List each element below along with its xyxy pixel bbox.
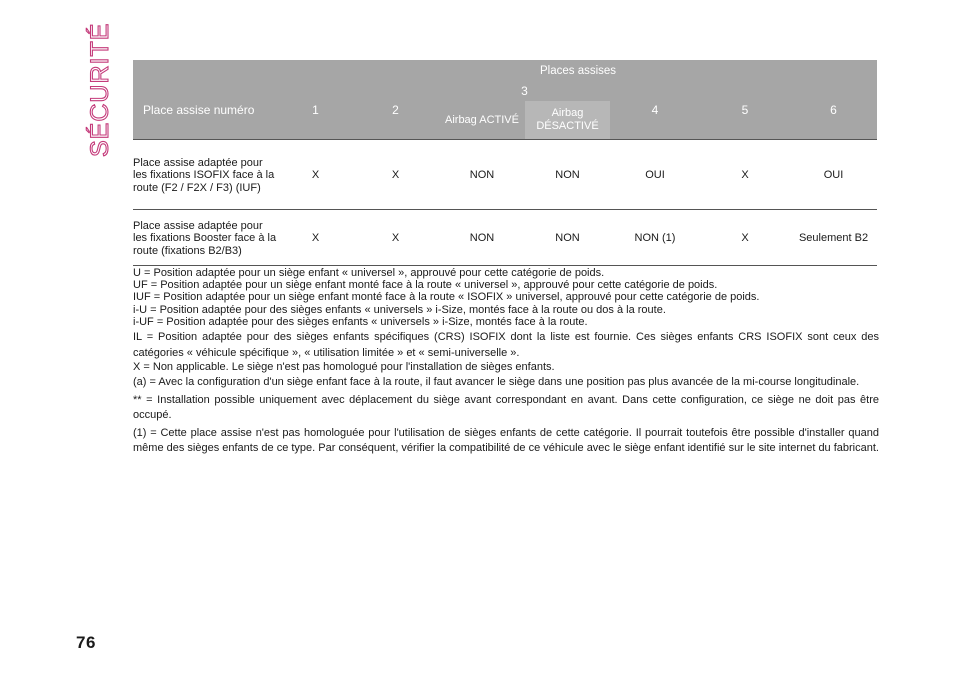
- cell-booster-seat5: X: [700, 210, 790, 266]
- seat-header-6: 6: [790, 81, 877, 140]
- note-i-u: i-U = Position adaptée pour des sièges enfants « universels » i-Size, montés face à la route ou dos à la route.: [133, 303, 666, 316]
- isofix-table-container: [133, 60, 877, 266]
- section-title: SÉCURITÉ: [86, 22, 114, 157]
- note-double-asterisk: ** = Installation possible uniquement avec déplacement du siège avant correspondant en avant. Dans cette configuration, ce siège ne doit pas être occupé.: [133, 393, 879, 422]
- note-1: (1) = Cette place assise n'est pas homologuée pour l'utilisation de sièges enfants de cette catégorie. Il pourrait toutefois être possible d'installer quand même des sièges enfants de ce type. Par conséquent, vérifier la compatibilité de ce véhicule avec le siège enfant identifié sur le site internet du fabricant.: [133, 426, 879, 455]
- note-iuf: IUF = Position adaptée pour un siège enfant monté face à la route « ISOFIX » universel, approuvé pour cette catégorie de poids.: [133, 291, 760, 304]
- cell-booster-seat6: Seulement B2: [790, 210, 877, 266]
- cell-isofix-seat2: X: [352, 140, 439, 210]
- isofix-seat-table: [133, 60, 877, 266]
- seat-header-3: 3: [439, 81, 610, 101]
- cell-isofix-seat3-active: NON: [439, 140, 525, 210]
- table-row: [133, 210, 877, 266]
- cell-booster-seat4: NON (1): [610, 210, 700, 266]
- note-uf: UF = Position adaptée pour un siège enfant monté face à la route « universel », approuvé pour cette catégorie de poids.: [133, 279, 718, 292]
- seat-header-5: 5: [700, 81, 790, 140]
- note-a: (a) = Avec la configuration d'un siège enfant face à la route, il faut avancer le siège dans une position pas plus avancée de la mi-course longitudinale.: [133, 376, 860, 389]
- cell-isofix-seat3-deactivated: NON: [525, 140, 610, 210]
- seat-header-2: 2: [352, 81, 439, 140]
- note-il: IL = Position adaptée pour des sièges enfants spécifiques (CRS) ISOFIX dont la liste est fournie. Ces sièges enfants CRS ISOFIX sont ceux des catégories « véhicule spécifique », « utilisation limitée » et « semi-universelle ».: [133, 331, 879, 359]
- note-x: X = Non applicable. Le siège n'est pas homologué pour l'installation de sièges enfants.: [133, 361, 555, 374]
- cell-booster-seat3-deactivated: NON: [525, 210, 610, 266]
- cell-isofix-seat6: OUI: [790, 140, 877, 210]
- legend-notes: [133, 267, 879, 457]
- seat-header-1: 1: [279, 81, 352, 140]
- table-body: [133, 140, 877, 266]
- table-row: [133, 140, 877, 210]
- seat3-airbag-deactivated-header: Airbag DÉSACTIVÉ: [525, 101, 610, 140]
- row-label-booster: Place assise adaptée pour les fixations Booster face à la route (fixations B2/B3): [133, 210, 279, 266]
- cell-isofix-seat5: X: [700, 140, 790, 210]
- row-label-isofix: Place assise adaptée pour les fixations ISOFIX face à la route (F2 / F2X / F3) (IUF): [133, 140, 279, 210]
- seat-header-4: 4: [610, 81, 700, 140]
- cell-booster-seat3-active: NON: [439, 210, 525, 266]
- group-header-places-assises: Places assises: [279, 60, 877, 81]
- header-blank: [133, 60, 279, 81]
- table-header: [133, 60, 877, 140]
- cell-isofix-seat1: X: [279, 140, 352, 210]
- note-u: U = Position adaptée pour un siège enfant « universel », approuvé pour cette catégorie de poids.: [133, 267, 605, 279]
- seat3-airbag-active-header: Airbag ACTIVÉ: [439, 101, 525, 140]
- note-i-uf: i-UF = Position adaptée pour des sièges enfants « universels » i-Size, montés face à la route.: [133, 315, 588, 328]
- page-number: 76: [76, 633, 96, 652]
- cell-booster-seat2: X: [352, 210, 439, 266]
- cell-booster-seat1: X: [279, 210, 352, 266]
- row-header-seat-number: Place assise numéro: [133, 81, 279, 140]
- cell-isofix-seat4: OUI: [610, 140, 700, 210]
